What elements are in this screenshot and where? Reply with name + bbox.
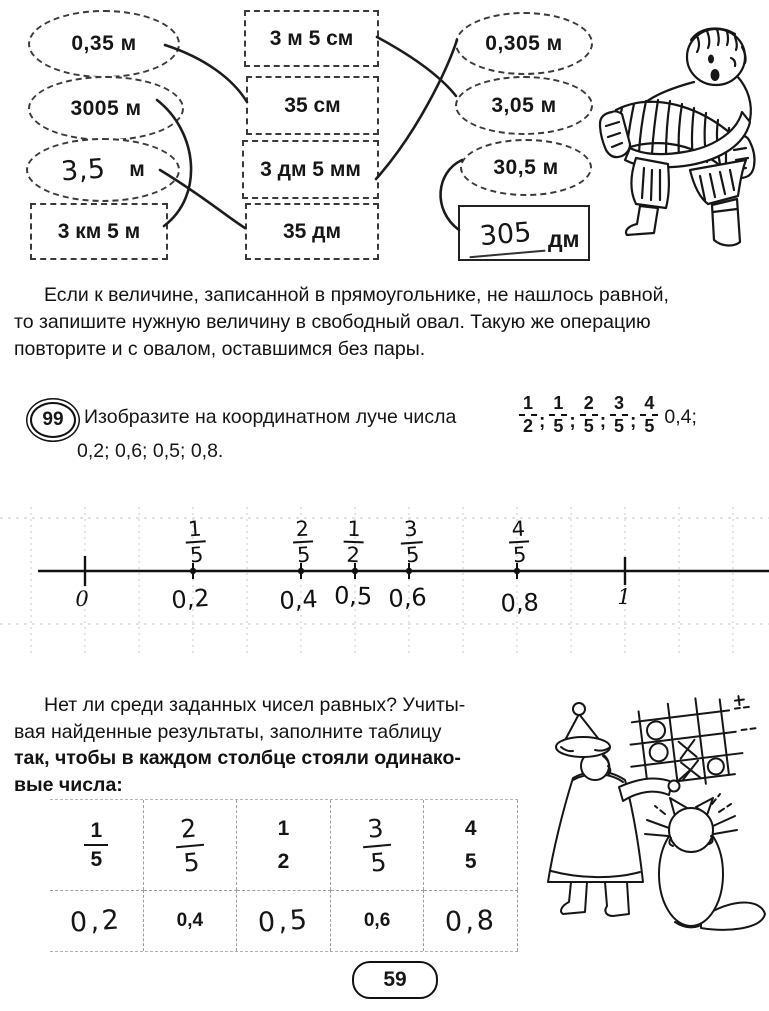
question-paragraph: [14, 692, 526, 798]
x-mark: [679, 740, 697, 759]
separator: ;: [630, 410, 637, 432]
decimal-0-8: 0,8: [500, 588, 540, 618]
svg-text:5: 5: [189, 542, 205, 568]
exercise-number-list: [518, 394, 697, 436]
box-middle-1-label: 3 м 5 см: [269, 26, 354, 50]
label-one: 1: [617, 585, 631, 609]
exercise-prompt: Изобразите на координатном луче числа: [84, 406, 457, 428]
child-cat-tictactoe-illustration: [515, 690, 769, 962]
instruction-line-1: Если к величине, записанной в прямоугольнике, не нашлось равной,: [44, 284, 669, 306]
oval-right-3-label: 30,5 м: [493, 155, 559, 179]
table-decimal-0-4: 0,4: [176, 910, 204, 931]
coordinate-ray: [0, 503, 769, 658]
separator: ;: [539, 410, 546, 432]
handwritten-fraction-labels: [184, 516, 530, 567]
exercise-fraction-3-5: 3 5: [610, 394, 628, 436]
match-line-035m-35cm: [165, 45, 247, 102]
box-left-label: 3 км 5 м: [57, 219, 141, 243]
label-zero: 0: [75, 587, 89, 611]
matching-lines-and-boy-illustration: [0, 0, 769, 272]
table-fraction-1-2: 1 2: [277, 817, 290, 873]
table-column-2: [144, 800, 238, 951]
table-fraction-4-5: 4 5: [464, 817, 477, 873]
exercise-decimal-tail: 0,4;: [664, 406, 697, 429]
question-line-2: вая найденные результаты, заполните таблицу: [14, 720, 442, 743]
table-fraction-2-5: 2 5: [173, 813, 206, 876]
table-fraction-3-5: 3 5: [361, 813, 394, 876]
question-line-4: вые числа:: [14, 773, 123, 796]
exercise-decimals-line: 0,2; 0,6; 0,5; 0,8.: [77, 440, 224, 462]
fraction-label-1-5: [184, 516, 207, 567]
fraction-label-2-5: [292, 516, 315, 567]
decimal-0-4: 0,4: [278, 585, 319, 615]
svg-text:5: 5: [405, 542, 421, 568]
question-line-1: Нет ли среди заданных чисел равных? Учиты-: [44, 694, 466, 716]
table-column-3: [237, 800, 331, 951]
decimal-0-2: 0,2: [170, 583, 211, 615]
o-mark: [707, 757, 725, 775]
o-mark: [649, 742, 669, 762]
oval-right-1-label: 0,305 м: [485, 31, 563, 55]
fraction-label-1-2: [343, 517, 365, 568]
decimal-0-5: 0,5: [333, 581, 373, 611]
boy-accordion-illustration: [600, 28, 755, 245]
fraction-label-4-5: [508, 516, 531, 567]
oval-left-3-handwritten-value: 3,5: [59, 152, 107, 188]
table-column-5: [424, 800, 518, 951]
separator: ;: [599, 410, 607, 432]
oval-right-2-label: 3,05 м: [491, 93, 557, 117]
svg-text:1: 1: [187, 516, 203, 542]
page-number: 59: [383, 968, 407, 991]
box-right-unit: дм: [547, 226, 580, 252]
oval-left-2-label: 3005 м: [70, 96, 142, 120]
handwritten-decimal-labels: [170, 581, 539, 617]
box-middle-4-label: 35 дм: [282, 219, 342, 243]
table-column-4: [331, 800, 425, 951]
svg-text:5: 5: [512, 542, 528, 568]
page-number-pill: [352, 961, 438, 999]
exercise-fraction-1-5: 1 5: [549, 394, 567, 436]
box-middle-3-label: 3 дм 5 мм: [260, 157, 361, 181]
exercise-fraction-4-5: 4 5: [640, 394, 658, 436]
tictactoe-grid: [624, 692, 762, 793]
svg-text:5: 5: [296, 542, 312, 568]
oval-left-1-label: 0,35 м: [71, 32, 137, 55]
box-right-handwritten-value: 305: [467, 216, 545, 258]
svg-text:2: 2: [295, 516, 310, 542]
instruction-line-2: то запишите нужную величину в свободный овал. Такую же операцию: [14, 311, 651, 333]
table-decimal-0-8: 0,8: [444, 904, 498, 938]
o-mark: [646, 720, 666, 740]
instruction-paragraph: [14, 282, 762, 363]
instruction-line-3: повторите и с овалом, оставшимся без пары.: [14, 338, 426, 360]
svg-text:2: 2: [346, 542, 361, 568]
match-connection-curves: [157, 37, 462, 230]
svg-text:3: 3: [403, 516, 419, 542]
table-decimal-0-6: 0,6: [363, 910, 391, 931]
box-middle-2-label: 35 см: [284, 93, 341, 117]
table-fraction-1-5: 1 5: [84, 819, 108, 871]
oval-left-3-unit: м: [129, 158, 146, 181]
notebook-grid: [0, 507, 769, 653]
table-column-1: [50, 800, 144, 951]
question-line-3: так, чтобы в каждом столбце стояли одинако-: [14, 747, 461, 769]
table-decimal-0-5: 0,5: [256, 903, 311, 939]
exercise-fraction-2-5: 2 5: [580, 394, 598, 436]
separator: ;: [569, 410, 576, 432]
match-line-305m-305dm: [441, 160, 462, 230]
exercise-number-badge: [30, 402, 76, 438]
answers-table: [50, 799, 518, 952]
svg-text:1: 1: [346, 516, 362, 542]
match-line-3005m-3km5m: [157, 100, 191, 226]
match-line-3m5cm-305m: [377, 37, 456, 96]
table-decimal-0-2: 0,2: [69, 903, 124, 939]
exercise-number: 99: [42, 409, 64, 430]
svg-text:4: 4: [511, 516, 526, 542]
exercise-fraction-1-2: 1 2: [519, 394, 537, 436]
cat-figure: [645, 794, 765, 930]
fraction-label-3-5: [399, 516, 424, 567]
decimal-0-6: 0,6: [387, 583, 428, 613]
